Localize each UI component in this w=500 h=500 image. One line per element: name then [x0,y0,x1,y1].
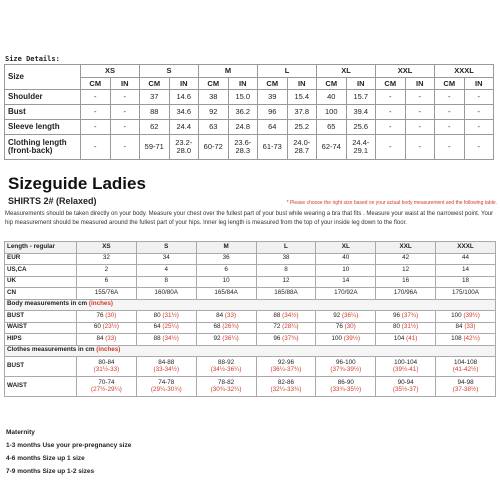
table-cell: 170/96A [376,288,436,300]
inch-value: (31½-33) [93,365,120,373]
table-cell: 38 [199,90,229,105]
table-cell [436,334,496,346]
table-cell: - [81,105,111,120]
inch-value: (41) [406,334,418,342]
table-cell: - [81,120,111,135]
inch-value: (42½) [463,334,480,342]
inch-value: (34½) [162,334,179,342]
row-label: Sleeve length [5,120,81,135]
table-cell: - [464,105,494,120]
table-cell: 65 [317,120,347,135]
maternity-line: 4-6 months Size up 1 size [6,455,85,462]
sizeguide-intro: Measurements should be taken directly on your body. Measure your chest over the fullest part of your bust while wearing a bra that fits . Measure your waist at the narrowest point. Your hip measurement should be measured around the fullest part of your hips. Inner leg length is measured from the top of your inside leg down to the floor. [5,211,494,226]
table-row [5,311,496,323]
inch-value: (39½-41) [392,365,419,373]
table-cell: 34 [136,253,196,265]
maternity-line: 1-3 months Use your pre-pregnancy size [6,442,132,449]
table-cell: - [435,135,465,160]
unit-header: CM [435,78,465,90]
table-cell: 10 [196,276,256,288]
table-cell: 25.6 [346,120,376,135]
cm-value: 90-94 [397,378,414,386]
inch-value: (33) [105,334,117,342]
size-header: L [256,242,316,254]
inch-value: (25¼) [162,323,179,331]
table-cell [256,311,316,323]
table-cell: 92 [199,105,229,120]
table-cell: 37 [140,90,170,105]
row-label: US,CA [5,265,77,277]
inch-value: (33¾-35½) [330,385,362,393]
table-cell [316,334,376,346]
size-header: XS [77,242,137,254]
table-cell: 64 [258,120,288,135]
table-cell [196,357,256,377]
sizeguide-title: Sizeguide Ladies [8,174,146,193]
table-cell: 36.2 [228,105,258,120]
table-cell: - [435,105,465,120]
table-cell: 155/76A [77,288,137,300]
body-measurements-section-unit: (inches) [88,300,114,308]
table-row [5,276,496,288]
table-cell: 165/84A [196,288,256,300]
size-header-xl: XL [317,65,376,78]
table-row [5,135,494,160]
table-cell: 61-73 [258,135,288,160]
unit-header: IN [169,78,199,90]
cm-value: 108 [451,334,462,342]
cm-value: 84 [216,311,224,319]
table-cell: - [376,120,406,135]
table-cell [316,322,376,334]
clothes-measurements-section-label: Clothes measurements in cm [7,346,95,354]
table-cell: 24.4-29.1 [346,135,376,160]
inch-value: (30) [105,311,117,319]
cm-value: 92 [333,311,341,319]
table-cell: - [405,90,435,105]
table-cell [436,311,496,323]
size-header: Size [5,65,81,90]
table-cell: - [110,120,140,135]
inch-value: (34½-36¼) [210,365,242,373]
table-row [5,377,496,397]
table-cell [376,377,436,397]
cm-value: 94-98 [457,378,474,386]
table-cell: 4 [136,265,196,277]
table-row [5,357,496,377]
row-label: UK [5,276,77,288]
cm-value: 100-104 [394,358,418,366]
table-cell [256,377,316,397]
table-cell: - [376,105,406,120]
cm-value: 64 [153,323,161,331]
table-cell: - [110,105,140,120]
inch-value: (30¾-32¼) [210,385,242,393]
table-cell: 39 [258,90,288,105]
table-cell [316,377,376,397]
table-cell: 40 [317,90,347,105]
table-cell: - [405,135,435,160]
unit-header: CM [140,78,170,90]
table-cell: 6 [196,265,256,277]
table-cell [376,334,436,346]
cm-value: 88 [273,311,281,319]
table-cell: - [81,135,111,160]
table-cell [136,311,196,323]
table-cell [77,357,137,377]
cm-value: 84 [455,323,463,331]
table-cell: 15.0 [228,90,258,105]
unit-header: CM [317,78,347,90]
table-cell: 39.4 [346,105,376,120]
inch-value: (34½) [282,311,299,319]
sizeguide-subtitle: SHIRTS 2# (Relaxed) [8,196,97,206]
table-cell [376,311,436,323]
table-cell: 15.7 [346,90,376,105]
cm-value: 70-74 [98,378,115,386]
table-cell: 63 [199,120,229,135]
cm-value: 84-88 [158,358,175,366]
cm-value: 100 [331,334,342,342]
table-cell: 59-71 [140,135,170,160]
table-cell [77,334,137,346]
table-cell: - [110,135,140,160]
table-row [5,120,494,135]
row-label: WAIST [5,377,77,397]
table-cell: 165/88A [256,288,316,300]
table-row [5,253,496,265]
inch-value: (39½) [463,311,480,319]
inch-value: (33) [464,323,476,331]
table-cell: 42 [376,253,436,265]
cm-value: 76 [335,323,343,331]
table-cell: 14 [436,265,496,277]
cm-value: 74-78 [158,378,175,386]
table-cell [256,322,316,334]
table-cell: 40 [316,253,376,265]
table-cell [136,377,196,397]
cm-value: 100 [451,311,462,319]
inch-value: (36¼) [222,334,239,342]
size-details-title: Size Details: [5,55,60,63]
inch-value: (36¼) [341,311,359,319]
table-cell: 44 [436,253,496,265]
table-cell [376,357,436,377]
table-cell: 62 [140,120,170,135]
cm-value: 96 [393,311,401,319]
table-cell: 24.4 [169,120,199,135]
inch-value: (23½) [102,323,120,331]
inch-value: (31½) [401,323,419,331]
sizeguide-note: * Please choose the right size based on your actual body measurement and the following table. [286,200,497,206]
unit-header: CM [81,78,111,90]
table-cell: 60-72 [199,135,229,160]
inch-value: (27½-29¼) [91,385,122,393]
table-cell: 160/80A [136,288,196,300]
inch-value: (37¾-39½) [330,365,362,373]
table-cell: - [376,135,406,160]
inch-value: (26¾) [222,323,239,331]
table-header-row [5,242,496,254]
clothes-measurements-section [5,345,496,357]
maternity-line: 7-9 months Size up 1-2 sizes [6,468,95,475]
table-cell: - [81,90,111,105]
table-cell [376,322,436,334]
table-row [5,105,494,120]
table-cell [256,334,316,346]
maternity-title: Maternity [6,429,35,436]
table-cell [436,377,496,397]
size-details-table [4,64,494,160]
table-cell: 25.2 [287,120,317,135]
table-row [5,90,494,105]
table-cell [436,357,496,377]
table-cell: 38 [256,253,316,265]
cm-value: 80 [153,311,161,319]
size-header: XXL [376,242,436,254]
table-cell: 2 [77,265,137,277]
cm-value: 104 [393,334,405,342]
cm-value: 72 [273,323,281,331]
table-cell [196,377,256,397]
unit-header: IN [110,78,140,90]
cm-value: 80-84 [98,358,115,366]
table-cell: 175/100A [436,288,496,300]
table-cell: 8 [256,265,316,277]
table-cell: 34.6 [169,105,199,120]
table-cell [136,334,196,346]
cm-value: 92-96 [277,358,294,366]
table-cell: 12 [256,276,316,288]
table-cell [436,322,496,334]
table-cell: - [110,90,140,105]
table-cell: - [376,90,406,105]
inch-value: (37-38½) [452,385,479,393]
table-cell: 18 [436,276,496,288]
body-measurements-section [5,299,496,311]
inch-value: (39½) [343,334,361,342]
cm-value: 82-86 [277,378,294,386]
cm-value: 88-92 [218,358,235,366]
inch-value: (37¾) [401,311,419,319]
table-cell [316,357,376,377]
cm-value: 88 [153,334,161,342]
size-header: S [136,242,196,254]
table-cell: 23.2-28.0 [169,135,199,160]
inch-value: (37¾) [282,334,299,342]
table-cell: - [435,90,465,105]
table-cell [196,334,256,346]
row-label: CN [5,288,77,300]
table-cell: - [405,105,435,120]
inch-value: (33) [224,311,237,319]
table-cell [256,357,316,377]
table-cell: 24.0-28.7 [287,135,317,160]
unit-header: IN [228,78,258,90]
table-cell: - [464,120,494,135]
table-cell: 15.4 [287,90,317,105]
table-cell: - [464,90,494,105]
size-header: XL [316,242,376,254]
table-cell: - [464,135,494,160]
table-cell: 8 [136,276,196,288]
table-cell: 32 [77,253,137,265]
inch-value: (33-34½) [153,365,180,373]
size-header: M [196,242,256,254]
table-cell: 16 [376,276,436,288]
row-label: Bust [5,105,81,120]
inch-value: (29¼-30¾) [150,385,182,393]
row-label: Shoulder [5,90,81,105]
table-cell [196,322,256,334]
table-cell: 170/92A [316,288,376,300]
table-cell: 10 [316,265,376,277]
table-cell: 14.6 [169,90,199,105]
clothes-measurements-section-row [5,345,496,357]
row-label: BUST [5,357,77,377]
unit-header: CM [199,78,229,90]
cm-value: 84 [96,334,104,342]
table-row [5,288,496,300]
size-header-s: S [140,65,199,78]
row-label: EUR [5,253,77,265]
table-cell [316,311,376,323]
table-cell: 37.8 [287,105,317,120]
cm-value: 96 [273,334,281,342]
size-header: XXXL [436,242,496,254]
row-label: HIPS [5,334,77,346]
table-cell: - [405,120,435,135]
size-header-xs: XS [81,65,140,78]
table-row [5,322,496,334]
inch-value: (28¼) [282,323,299,331]
cm-value: 78-82 [218,378,235,386]
cm-value: 92 [213,334,221,342]
cm-value: 76 [96,311,104,319]
table-cell: 96 [258,105,288,120]
table-cell: 23.6-28.3 [228,135,258,160]
ladies-size-table [4,241,496,397]
row-label: WAIST [5,322,77,334]
row-label: Clothing length (front-back) [5,135,81,160]
cm-value: 86-90 [337,378,354,386]
table-cell [77,377,137,397]
cm-value: 68 [213,323,221,331]
cm-value: 104-108 [453,358,478,366]
table-cell [136,322,196,334]
unit-header: IN [464,78,494,90]
table-cell [77,322,137,334]
cm-value: 96-100 [335,358,356,366]
inch-value: (35½-37) [392,385,419,393]
table-cell: 12 [376,265,436,277]
length-regular-header: Length - regular [5,242,77,254]
row-label: BUST [5,311,77,323]
inch-value: (41-42½) [452,365,479,373]
inch-value: (30) [344,323,356,331]
clothes-measurements-section-unit: (inches) [96,346,121,354]
table-cell: 62-74 [317,135,347,160]
table-cell [136,357,196,377]
table-cell: 14 [316,276,376,288]
cm-value: 60 [93,323,101,331]
table-cell: 88 [140,105,170,120]
size-header-l: L [258,65,317,78]
maternity-section [6,426,131,478]
unit-header: CM [258,78,288,90]
inch-value: (32¼-33¾) [270,385,302,393]
table-cell: - [435,120,465,135]
unit-header: IN [287,78,317,90]
unit-header: IN [405,78,435,90]
table-cell [77,311,137,323]
table-cell: 24.8 [228,120,258,135]
table-cell: 36 [196,253,256,265]
size-header-xxl: XXL [376,65,435,78]
table-row [5,334,496,346]
body-measurements-section-row [5,299,496,311]
cm-value: 80 [393,323,401,331]
inch-value: (36¼-37¾) [270,365,302,373]
size-header-m: M [199,65,258,78]
unit-header: CM [376,78,406,90]
size-header-xxxl: XXXL [435,65,494,78]
table-cell: 6 [77,276,137,288]
table-cell [196,311,256,323]
body-measurements-section-label: Body measurements in cm [7,300,88,308]
table-row [5,265,496,277]
inch-value: (31½) [162,311,179,319]
table-cell: 100 [317,105,347,120]
unit-header: IN [346,78,376,90]
